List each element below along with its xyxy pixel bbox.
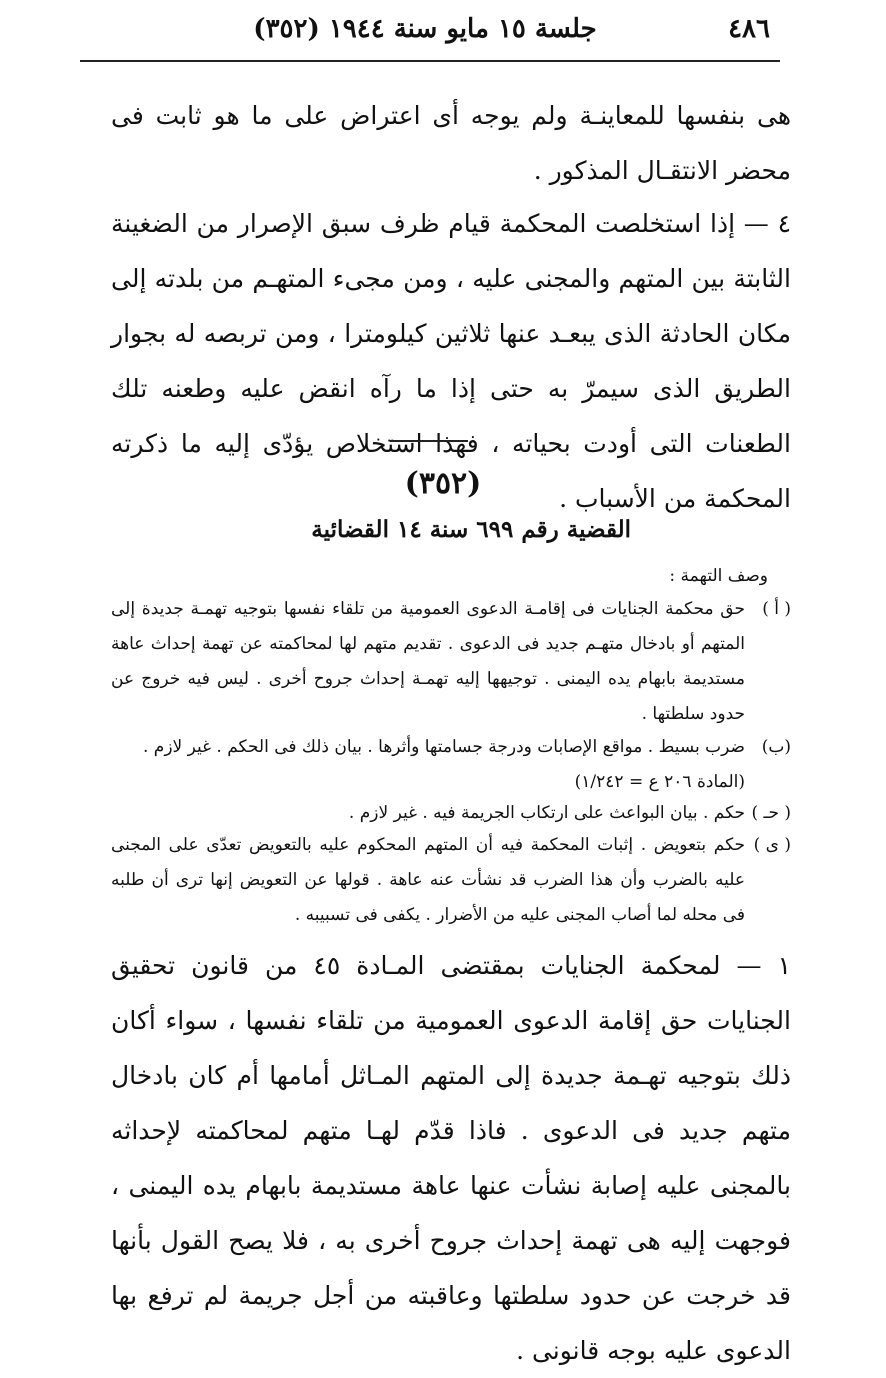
principle-4-paragraph: ٤ — إذا استخلصت المحكمة قيام ظرف سبق الإصرار من الضغينة الثابتة بين المتهم والمجنى عليه ، ومن مجىء المتهـم من بلدته إلى مكان الحادثة الذى يبعـد عنها ثلاثين كيلومترا ، ومن تربصه له بجوار الطريق الذى سيمرّ به حتى إذا ما رآه انقض عليه وطعنه تلك الطعنات التى أودت بحياته ، فهذا استخلاص يؤدّى إليه ما ذكرته المحكمة من الأسباب . bbox=[111, 209, 791, 513]
section-divider bbox=[390, 440, 468, 442]
case-title: القضية رقم ٦٩٩ سنة ١٤ القضائية bbox=[311, 516, 631, 543]
running-title: جلسة ١٥ مايو سنة ١٩٤٤ (٣٥٢) bbox=[253, 14, 597, 44]
summary-item-text: حكم . بيان البواعث على ارتكاب الجريمة فيه . غير لازم . bbox=[348, 803, 745, 823]
summary-item-text: حكم بتعويض . إثبات المحكمة فيه أن المتهم المحكوم عليه بالتعويض تعدّى على المجنى عليه بالضرب وأن هذا الضرب قد نشأت عنه عاهة . قولها عن التعويض إنها ترى أن طلبه فى محله لما أصاب المجنى عليه من الأضرار . يكفى فى تسبيبه . bbox=[111, 835, 745, 925]
law-reference: (المادة ٢٠٦ ع = ١/٢٤٢) bbox=[574, 772, 745, 792]
running-header bbox=[80, 10, 770, 50]
continuation-paragraph: هى بنفسها للمعاينـة ولم يوجه أى اعتراض على ما هو ثابت فى محضر الانتقـال المذكور . bbox=[111, 101, 791, 185]
summary-item-c bbox=[111, 796, 791, 831]
summary-item-d bbox=[111, 828, 791, 933]
principle-1-paragraph: ١ — لمحكمة الجنايات بمقتضى المـادة ٤٥ من قانون تحقيق الجنايات حق إقامة الدعوى العمومية من تلقاء نفسها ، سواء أكان ذلك بتوجيه تهـمة جديدة إلى المتهم المـاثل أمامها أم كان بادخال متهم جديد فى الدعوى . فاذا قدّم لهـا متهم لمحاكمته لإحداثه بالمجنى عليه إصابة نشأت عنها عاهة مستديمة بابهام يده اليمنى ، فوجهت إليه هى تهمة إحداث جروح أخرى به ، فلا يصح القول بأنها قد خرجت عن حدود سلطتها وعاقبته من أجل جريمة لم ترفع بها الدعوى عليه بوجه قانونى . bbox=[111, 951, 791, 1365]
summary-item-label: ( ى ) bbox=[753, 835, 791, 855]
summary-item-label: ( أ ) bbox=[762, 599, 791, 619]
summary-item-label: (ب) bbox=[761, 737, 791, 757]
summary-item-label: ( حـ ) bbox=[751, 803, 791, 823]
summary-item-a bbox=[111, 592, 791, 732]
header-rule bbox=[80, 60, 780, 62]
summary-item-b bbox=[111, 730, 791, 800]
charge-description-heading: وصف التهمة : bbox=[669, 566, 768, 586]
case-number: (٣٥٢) bbox=[404, 466, 482, 501]
page-number: ٤٨٦ bbox=[728, 14, 770, 44]
summary-item-text: ضرب بسيط . مواقع الإصابات ودرجة جسامتها وأثرها . بيان ذلك فى الحكم . غير لازم . bbox=[142, 737, 745, 757]
summary-item-text: حق محكمة الجنايات فى إقامـة الدعوى العمومية من تلقاء نفسها بتوجيه تهمـة جديدة إلى المتهم أو بادخال متهـم جديد فى الدعوى . تقديم متهم لها لمحاكمته عن تهمة إحداث عاهة مستديمة بابهام يده اليمنى . توجيهها إليه تهمـة إحداث جروح أخرى . ليس فيه خروج عن حدود سلطتها . bbox=[111, 599, 745, 724]
